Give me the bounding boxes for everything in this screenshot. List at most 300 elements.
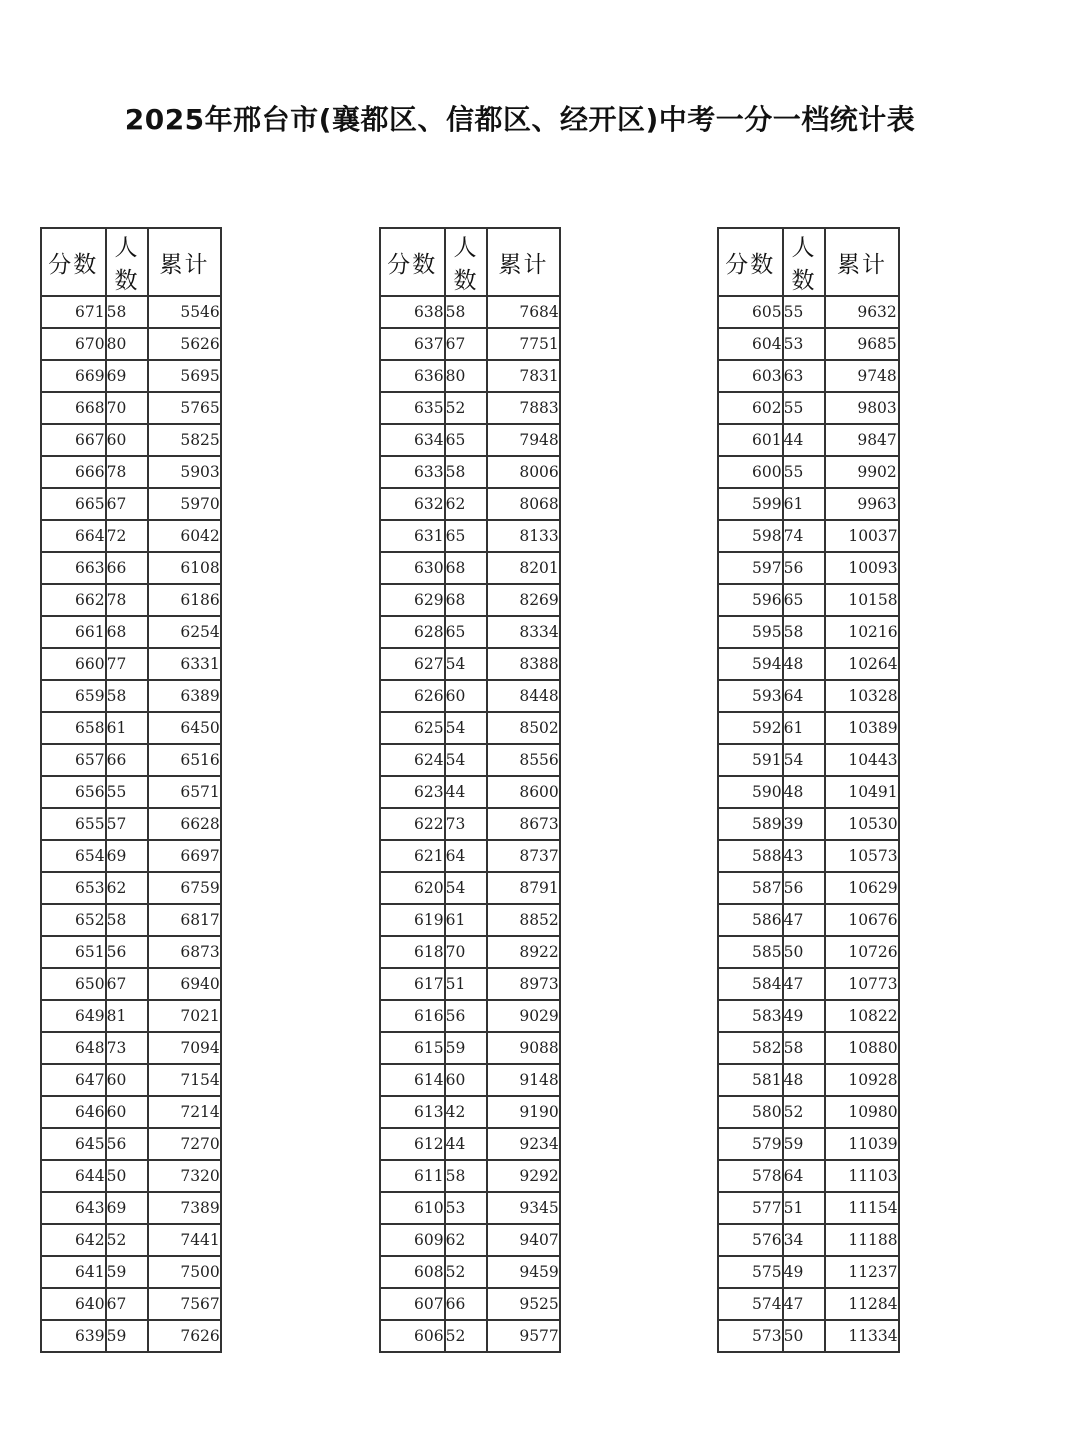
score-cell: 630 [380, 552, 445, 584]
table-row [380, 488, 560, 520]
table-row [718, 584, 899, 616]
count-cell: 59 [783, 1128, 826, 1160]
table-row [380, 936, 560, 968]
count-cell: 73 [106, 1032, 149, 1064]
count-cell: 56 [783, 552, 826, 584]
cumulative-cell: 7626 [148, 1320, 220, 1352]
cumulative-cell: 7500 [148, 1256, 220, 1288]
table-row [41, 1256, 221, 1288]
table-row [718, 520, 899, 552]
score-cell: 632 [380, 488, 445, 520]
count-cell: 55 [783, 392, 826, 424]
count-cell: 62 [106, 872, 149, 904]
cumulative-cell: 8502 [487, 712, 559, 744]
count-cell: 56 [783, 872, 826, 904]
cumulative-cell: 10726 [825, 936, 898, 968]
count-cell: 66 [106, 552, 149, 584]
score-cell: 635 [380, 392, 445, 424]
count-cell: 47 [783, 968, 826, 1000]
cumulative-cell: 9345 [487, 1192, 559, 1224]
page-title: 2025年邢台市(襄都区、信都区、经开区)中考一分一档统计表 [124, 103, 916, 136]
table-row [380, 296, 560, 328]
cumulative-cell: 7389 [148, 1192, 220, 1224]
cumulative-cell: 6697 [148, 840, 220, 872]
count-cell: 55 [106, 776, 149, 808]
header-row [718, 228, 899, 296]
table-row [718, 392, 899, 424]
score-cell: 667 [41, 424, 106, 456]
score-cell: 617 [380, 968, 445, 1000]
table-row [41, 904, 221, 936]
cumulative-cell: 9234 [487, 1128, 559, 1160]
count-cell: 58 [106, 296, 149, 328]
cumulative-cell: 9407 [487, 1224, 559, 1256]
score-cell: 639 [41, 1320, 106, 1352]
count-cell: 42 [445, 1096, 488, 1128]
count-cell: 52 [445, 392, 488, 424]
cumulative-cell: 9292 [487, 1160, 559, 1192]
count-cell: 65 [783, 584, 826, 616]
cumulative-cell: 10773 [825, 968, 898, 1000]
table-row [718, 968, 899, 1000]
count-cell: 54 [445, 744, 488, 776]
table-row [380, 392, 560, 424]
cumulative-cell: 7270 [148, 1128, 220, 1160]
table-row [718, 1160, 899, 1192]
score-cell: 608 [380, 1256, 445, 1288]
cumulative-cell: 6571 [148, 776, 220, 808]
cumulative-cell: 10491 [825, 776, 898, 808]
cumulative-cell: 11188 [825, 1224, 898, 1256]
table-row [380, 584, 560, 616]
score-cell: 663 [41, 552, 106, 584]
count-cell: 61 [106, 712, 149, 744]
cumulative-cell: 10037 [825, 520, 898, 552]
cumulative-cell: 7021 [148, 1000, 220, 1032]
count-cell: 72 [106, 520, 149, 552]
cumulative-cell: 9577 [487, 1320, 559, 1352]
table-row [380, 328, 560, 360]
table-row [718, 296, 899, 328]
score-cell: 622 [380, 808, 445, 840]
cumulative-cell: 9963 [825, 488, 898, 520]
cumulative-cell: 8334 [487, 616, 559, 648]
score-cell: 594 [718, 648, 783, 680]
table-row [718, 328, 899, 360]
table-row [380, 520, 560, 552]
count-cell: 55 [783, 456, 826, 488]
table-row [41, 1288, 221, 1320]
table-row [41, 424, 221, 456]
cumulative-header: 累计 [487, 228, 559, 296]
table-row [41, 776, 221, 808]
cumulative-cell: 11039 [825, 1128, 898, 1160]
count-cell: 80 [106, 328, 149, 360]
count-cell: 67 [106, 1288, 149, 1320]
table-row [380, 744, 560, 776]
count-cell: 48 [783, 648, 826, 680]
count-cell: 56 [106, 936, 149, 968]
table-row [718, 1064, 899, 1096]
score-cell: 621 [380, 840, 445, 872]
score-cell: 616 [380, 1000, 445, 1032]
score-cell: 638 [380, 296, 445, 328]
count-cell: 78 [106, 584, 149, 616]
score-cell: 631 [380, 520, 445, 552]
cumulative-cell: 6516 [148, 744, 220, 776]
score-cell: 626 [380, 680, 445, 712]
count-cell: 69 [106, 1192, 149, 1224]
cumulative-cell: 6254 [148, 616, 220, 648]
cumulative-cell: 10158 [825, 584, 898, 616]
score-cell: 649 [41, 1000, 106, 1032]
cumulative-cell: 6759 [148, 872, 220, 904]
score-cell: 577 [718, 1192, 783, 1224]
count-cell: 61 [783, 712, 826, 744]
cumulative-cell: 6331 [148, 648, 220, 680]
count-cell: 67 [445, 328, 488, 360]
score-cell: 658 [41, 712, 106, 744]
table-row [41, 584, 221, 616]
count-cell: 48 [783, 776, 826, 808]
score-cell: 586 [718, 904, 783, 936]
cumulative-cell: 8791 [487, 872, 559, 904]
score-cell: 583 [718, 1000, 783, 1032]
table-row [718, 1224, 899, 1256]
count-cell: 43 [783, 840, 826, 872]
score-cell: 644 [41, 1160, 106, 1192]
score-cell: 615 [380, 1032, 445, 1064]
cumulative-cell: 9148 [487, 1064, 559, 1096]
score-cell: 601 [718, 424, 783, 456]
table-row [718, 936, 899, 968]
count-cell: 54 [783, 744, 826, 776]
score-cell: 619 [380, 904, 445, 936]
score-cell: 585 [718, 936, 783, 968]
count-cell: 60 [445, 680, 488, 712]
score-cell: 629 [380, 584, 445, 616]
table-row [380, 712, 560, 744]
cumulative-header: 累计 [148, 228, 220, 296]
count-cell: 69 [106, 840, 149, 872]
count-cell: 81 [106, 1000, 149, 1032]
cumulative-cell: 7154 [148, 1064, 220, 1096]
score-cell: 656 [41, 776, 106, 808]
score-cell: 609 [380, 1224, 445, 1256]
cumulative-cell: 7567 [148, 1288, 220, 1320]
table-row [41, 296, 221, 328]
score-cell: 614 [380, 1064, 445, 1096]
table-row [380, 680, 560, 712]
count-cell: 52 [445, 1320, 488, 1352]
cumulative-cell: 7831 [487, 360, 559, 392]
count-cell: 66 [106, 744, 149, 776]
score-cell: 597 [718, 552, 783, 584]
count-cell: 47 [783, 1288, 826, 1320]
cumulative-cell: 8673 [487, 808, 559, 840]
score-cell: 624 [380, 744, 445, 776]
cumulative-cell: 9525 [487, 1288, 559, 1320]
header-row [41, 228, 221, 296]
count-cell: 54 [445, 712, 488, 744]
count-cell: 59 [106, 1320, 149, 1352]
count-cell: 51 [783, 1192, 826, 1224]
score-cell: 664 [41, 520, 106, 552]
table-row [380, 1320, 560, 1352]
score-header: 分数 [718, 228, 783, 296]
table-row [41, 488, 221, 520]
score-cell: 611 [380, 1160, 445, 1192]
score-cell: 660 [41, 648, 106, 680]
count-cell: 49 [783, 1256, 826, 1288]
count-cell: 55 [783, 296, 826, 328]
score-cell: 600 [718, 456, 783, 488]
table-row [380, 456, 560, 488]
score-cell: 605 [718, 296, 783, 328]
score-cell: 582 [718, 1032, 783, 1064]
score-cell: 653 [41, 872, 106, 904]
cumulative-cell: 6628 [148, 808, 220, 840]
score-cell: 643 [41, 1192, 106, 1224]
cumulative-cell: 8922 [487, 936, 559, 968]
count-cell: 53 [783, 328, 826, 360]
count-cell: 60 [106, 1096, 149, 1128]
cumulative-cell: 10216 [825, 616, 898, 648]
table-row [41, 968, 221, 1000]
count-cell: 54 [445, 648, 488, 680]
table-row [41, 712, 221, 744]
cumulative-cell: 7441 [148, 1224, 220, 1256]
score-cell: 593 [718, 680, 783, 712]
score-cell: 587 [718, 872, 783, 904]
cumulative-cell: 7883 [487, 392, 559, 424]
count-cell: 47 [783, 904, 826, 936]
table-row [718, 360, 899, 392]
score-cell: 625 [380, 712, 445, 744]
score-cell: 634 [380, 424, 445, 456]
cumulative-cell: 5903 [148, 456, 220, 488]
count-cell: 66 [445, 1288, 488, 1320]
count-cell: 64 [783, 680, 826, 712]
score-cell: 612 [380, 1128, 445, 1160]
table-row [380, 904, 560, 936]
score-cell: 627 [380, 648, 445, 680]
count-cell: 58 [783, 616, 826, 648]
table-row [718, 904, 899, 936]
count-cell: 57 [106, 808, 149, 840]
cumulative-cell: 10530 [825, 808, 898, 840]
score-cell: 610 [380, 1192, 445, 1224]
count-cell: 48 [783, 1064, 826, 1096]
count-cell: 50 [783, 936, 826, 968]
table-row [41, 1128, 221, 1160]
cumulative-cell: 10328 [825, 680, 898, 712]
table-row [718, 1320, 899, 1352]
count-cell: 50 [106, 1160, 149, 1192]
table-row [380, 1128, 560, 1160]
score-cell: 606 [380, 1320, 445, 1352]
score-cell: 603 [718, 360, 783, 392]
count-cell: 58 [445, 296, 488, 328]
cumulative-cell: 7214 [148, 1096, 220, 1128]
table-row [41, 1224, 221, 1256]
cumulative-cell: 6186 [148, 584, 220, 616]
score-table-1 [40, 227, 222, 1353]
score-cell: 633 [380, 456, 445, 488]
cumulative-cell: 7684 [487, 296, 559, 328]
table-row [41, 1160, 221, 1192]
table-row [718, 712, 899, 744]
table-row [41, 392, 221, 424]
cumulative-cell: 8852 [487, 904, 559, 936]
count-cell: 62 [445, 1224, 488, 1256]
table-row [718, 776, 899, 808]
cumulative-cell: 6873 [148, 936, 220, 968]
table-row [718, 1128, 899, 1160]
score-cell: 607 [380, 1288, 445, 1320]
count-cell: 49 [783, 1000, 826, 1032]
table-row [718, 808, 899, 840]
count-cell: 60 [106, 1064, 149, 1096]
score-cell: 665 [41, 488, 106, 520]
count-cell: 56 [106, 1128, 149, 1160]
count-cell: 58 [445, 456, 488, 488]
score-cell: 655 [41, 808, 106, 840]
cumulative-cell: 10573 [825, 840, 898, 872]
score-cell: 598 [718, 520, 783, 552]
cumulative-cell: 11284 [825, 1288, 898, 1320]
score-cell: 592 [718, 712, 783, 744]
cumulative-cell: 11334 [825, 1320, 898, 1352]
count-cell: 65 [445, 520, 488, 552]
score-cell: 651 [41, 936, 106, 968]
score-cell: 661 [41, 616, 106, 648]
table-row [380, 840, 560, 872]
count-cell: 54 [445, 872, 488, 904]
table-row [41, 680, 221, 712]
cumulative-cell: 8556 [487, 744, 559, 776]
table-row [41, 552, 221, 584]
cumulative-cell: 10880 [825, 1032, 898, 1064]
cumulative-cell: 8269 [487, 584, 559, 616]
score-cell: 645 [41, 1128, 106, 1160]
cumulative-cell: 8068 [487, 488, 559, 520]
count-cell: 70 [445, 936, 488, 968]
score-cell: 618 [380, 936, 445, 968]
score-cell: 669 [41, 360, 106, 392]
count-cell: 70 [106, 392, 149, 424]
table-row [380, 616, 560, 648]
table-row [718, 424, 899, 456]
score-cell: 646 [41, 1096, 106, 1128]
score-cell: 599 [718, 488, 783, 520]
cumulative-cell: 9847 [825, 424, 898, 456]
cumulative-cell: 8388 [487, 648, 559, 680]
cumulative-cell: 8600 [487, 776, 559, 808]
score-cell: 640 [41, 1288, 106, 1320]
score-cell: 652 [41, 904, 106, 936]
cumulative-cell: 10629 [825, 872, 898, 904]
score-cell: 628 [380, 616, 445, 648]
table-row [718, 680, 899, 712]
table-row [380, 1000, 560, 1032]
score-cell: 589 [718, 808, 783, 840]
table-row [718, 488, 899, 520]
cumulative-cell: 5825 [148, 424, 220, 456]
count-cell: 58 [106, 904, 149, 936]
score-cell: 591 [718, 744, 783, 776]
table-row [718, 1288, 899, 1320]
score-cell: 581 [718, 1064, 783, 1096]
count-header: 人数 [783, 228, 826, 296]
count-cell: 67 [106, 968, 149, 1000]
count-cell: 58 [783, 1032, 826, 1064]
table-row [380, 872, 560, 904]
count-cell: 67 [106, 488, 149, 520]
table-row [41, 840, 221, 872]
count-cell: 44 [783, 424, 826, 456]
cumulative-cell: 6108 [148, 552, 220, 584]
score-cell: 668 [41, 392, 106, 424]
score-cell: 642 [41, 1224, 106, 1256]
cumulative-cell: 10822 [825, 1000, 898, 1032]
count-cell: 64 [445, 840, 488, 872]
count-cell: 52 [445, 1256, 488, 1288]
table-row [41, 1064, 221, 1096]
table-row [718, 744, 899, 776]
score-cell: 590 [718, 776, 783, 808]
score-cell: 648 [41, 1032, 106, 1064]
cumulative-cell: 9803 [825, 392, 898, 424]
score-table-3 [717, 227, 900, 1353]
table-row [718, 1096, 899, 1128]
table-row [718, 1192, 899, 1224]
table-row [380, 776, 560, 808]
cumulative-cell: 11103 [825, 1160, 898, 1192]
count-cell: 80 [445, 360, 488, 392]
table-row [41, 456, 221, 488]
score-cell: 620 [380, 872, 445, 904]
cumulative-cell: 8448 [487, 680, 559, 712]
score-cell: 650 [41, 968, 106, 1000]
cumulative-cell: 8006 [487, 456, 559, 488]
score-cell: 637 [380, 328, 445, 360]
table-row [41, 1192, 221, 1224]
count-cell: 74 [783, 520, 826, 552]
table-row [41, 808, 221, 840]
cumulative-cell: 10264 [825, 648, 898, 680]
cumulative-cell: 9685 [825, 328, 898, 360]
count-cell: 59 [106, 1256, 149, 1288]
cumulative-cell: 8133 [487, 520, 559, 552]
cumulative-cell: 5546 [148, 296, 220, 328]
table-row [41, 616, 221, 648]
cumulative-cell: 6817 [148, 904, 220, 936]
table-row [718, 1256, 899, 1288]
count-cell: 56 [445, 1000, 488, 1032]
table-row [718, 1000, 899, 1032]
score-cell: 636 [380, 360, 445, 392]
count-cell: 58 [106, 680, 149, 712]
count-cell: 64 [783, 1160, 826, 1192]
cumulative-cell: 10093 [825, 552, 898, 584]
cumulative-cell: 7094 [148, 1032, 220, 1064]
table-row [41, 1096, 221, 1128]
table-row [380, 968, 560, 1000]
score-cell: 647 [41, 1064, 106, 1096]
score-header: 分数 [41, 228, 106, 296]
count-cell: 60 [445, 1064, 488, 1096]
